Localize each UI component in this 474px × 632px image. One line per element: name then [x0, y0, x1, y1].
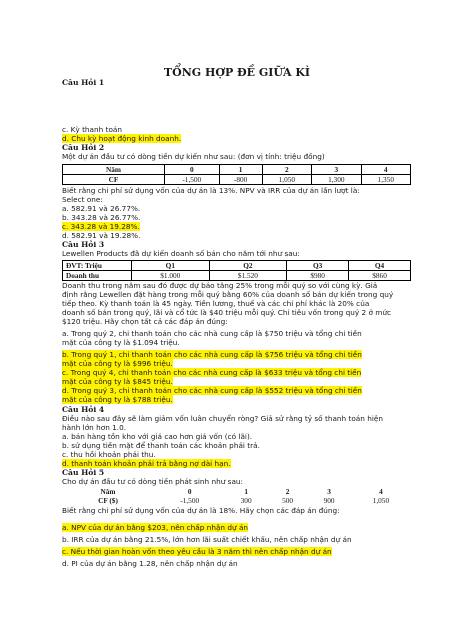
table-row — [63, 175, 411, 185]
table-cell: $1.000 — [132, 271, 210, 281]
table-row — [63, 271, 411, 281]
table-header-row — [62, 487, 412, 496]
q3-body-line: định rằng Lewellen đặt hàng trong mỗi quý bằng 60% của doanh số bán dự kiến trong quý — [62, 290, 394, 299]
page-title: TỔNG HỢP ĐỀ GIỮA KÌ — [163, 66, 311, 79]
table-header-cell: 2 — [262, 165, 311, 175]
q3-body-line: doanh số bán trong quý, lãi và cổ tức là $40 triệu mỗi quý. Chi tiêu vốn trong quý 2 ở mức — [62, 308, 392, 317]
table-cell: -1,500 — [165, 175, 220, 185]
question-2-heading: Câu Hỏi 2 — [62, 143, 105, 152]
table-header-row — [63, 165, 411, 175]
q5-option-d: d. PI của dự án bằng 1.28, nên chấp nhận dự án — [62, 559, 238, 568]
table-header-cell: 4 — [379, 487, 383, 496]
q3-option-b-highlighted-cont: mặt của công ty là $996 triệu. — [62, 359, 173, 368]
table-cell: -800 — [219, 175, 262, 185]
table-header-cell: Q2 — [209, 261, 287, 271]
table-header-row — [63, 261, 411, 271]
q5-stem: Cho dự án đầu tư có dòng tiền phát sinh như sau: — [62, 477, 243, 486]
table-cell: $980 — [287, 271, 349, 281]
table-header-cell: 0 — [165, 165, 220, 175]
question-5-heading: Câu Hỏi 5 — [62, 468, 105, 477]
table-header-cell: Q4 — [349, 261, 411, 271]
q5-question: Biết rằng chi phí sử dụng vốn của dự án là 18%. Hãy chọn các đáp án đúng: — [62, 506, 340, 515]
q3-body-line: $120 triệu. Hãy chọn tất cả các đáp án đúng: — [62, 317, 228, 326]
table-header-cell: 1 — [244, 487, 248, 496]
table-header-cell: 2 — [285, 487, 290, 496]
q2-stem: Một dự án đầu tư có dòng tiền dự kiến như sau: (đơn vị tính: triệu đồng) — [62, 152, 325, 161]
q2-select-one: Select one: — [62, 195, 103, 204]
q3-option-d-highlighted: d. Trong quý 3, chi thanh toán cho các nhà cung cấp là $552 triệu và tổng chi tiền — [62, 386, 362, 395]
q5-option-c-highlighted: c. Nếu thời gian hoàn vốn theo yêu cầu là 3 năm thì nên chấp nhận dự án — [62, 547, 332, 556]
q3-option-a-cont: mặt của công ty là $1.094 triệu. — [62, 338, 180, 347]
table-cell: 900 — [323, 496, 335, 505]
q3-option-d-highlighted-cont: mặt của công ty là $788 triệu. — [62, 395, 173, 404]
table-row — [62, 496, 412, 505]
q3-option-c-highlighted: c. Trong quý 4, chi thanh toán cho các nhà cung cấp là $633 triệu và tổng chi tiền — [62, 368, 362, 377]
q2-option-a: a. 582.91 và 26.77%. — [62, 204, 141, 213]
q3-body-line: Doanh thu trong năm sau đó được dự báo tăng 25% trong mỗi quý so với cùng kỳ. Giả — [62, 281, 378, 290]
table-cell: Doanh thu — [63, 271, 132, 281]
question-1-heading: Câu Hỏi 1 — [62, 78, 105, 87]
table-header-cell: 0 — [187, 487, 192, 496]
table-cell: 1,050 — [372, 496, 390, 505]
q1-option-c: c. Kỳ thanh toán — [62, 125, 123, 134]
q2-cashflow-table — [62, 164, 411, 185]
table-header-cell: 3 — [327, 487, 331, 496]
table-cell: 1,350 — [361, 175, 410, 185]
q5-option-b: b. IRR của dự án bằng 21.5%, lớn hơn lãi suất chiết khấu, nên chấp nhận dự án — [62, 535, 352, 544]
q4-option-d-highlighted: d. thanh toán khoản phải trả bằng nợ dài hạn. — [62, 459, 231, 468]
question-4-heading: Câu Hỏi 4 — [62, 405, 105, 414]
q3-body-line: tiếp theo. Kỳ thanh toán là 45 ngày. Tiền lương, thuế và các chi phí khác là 20% của — [62, 299, 370, 308]
q3-option-b-highlighted: b. Trong quý 1, chi thanh toán cho các nhà cung cấp là $756 triệu và tổng chi tiền — [62, 350, 362, 359]
table-header-cell: Năm — [63, 165, 165, 175]
table-cell: 1,300 — [312, 175, 361, 185]
table-cell: $860 — [349, 271, 411, 281]
table-cell: -1,500 — [180, 496, 200, 505]
table-cell: CF ($) — [98, 496, 118, 505]
q1-option-d-highlighted: d. Chu kỳ hoạt động kinh doanh. — [62, 134, 182, 143]
table-cell: 1,050 — [262, 175, 311, 185]
q4-stem: Điều nào sau đây sẽ làm giảm vốn luân chuyển ròng? Giả sử rằng tỷ số thanh toán hiện — [62, 414, 383, 423]
table-header-cell: ĐVT: Triệu — [63, 261, 132, 271]
table-header-cell: Năm — [100, 487, 116, 496]
table-cell: CF — [63, 175, 165, 185]
q3-option-c-highlighted-cont: mặt của công ty là $845 triệu. — [62, 377, 173, 386]
q3-stem: Lewellen Products đã dự kiến doanh số bán cho năm tới như sau: — [62, 249, 300, 258]
table-header-cell: 4 — [361, 165, 410, 175]
q4-option-c: c. thu hồi khoản phải thu. — [62, 450, 156, 459]
table-cell: $1.520 — [209, 271, 287, 281]
q5-cashflow-table — [62, 487, 412, 505]
q2-option-d: d. 582.91 và 19.28%. — [62, 231, 141, 240]
table-header-cell: 3 — [312, 165, 361, 175]
q3-sales-table — [62, 260, 411, 281]
table-header-cell: Q3 — [287, 261, 349, 271]
q2-question: Biết rằng chi phí sử dụng vốn của dự án là 13%. NPV và IRR của dự án lần lượt là: — [62, 186, 360, 195]
q2-option-b: b. 343.28 và 26.77%. — [62, 213, 141, 222]
q4-option-b: b. sử dụng tiền mặt để thanh toán các khoản phải trả. — [62, 441, 260, 450]
table-header-cell: Q1 — [132, 261, 210, 271]
table-cell: 500 — [282, 496, 294, 505]
question-3-heading: Câu Hỏi 3 — [62, 240, 105, 249]
table-cell: 300 — [240, 496, 252, 505]
q4-stem-cont: hành lớn hơn 1.0. — [62, 423, 127, 432]
q3-option-a: a. Trong quý 2, chi thanh toán cho các nhà cung cấp là $750 triệu và tổng chi tiền — [62, 329, 362, 338]
q5-option-a-highlighted: a. NPV của dự án bằng $203, nên chấp nhận dự án — [62, 523, 249, 532]
table-header-cell: 1 — [219, 165, 262, 175]
q4-option-a: a. bán hàng tồn kho với giá cao hơn giá vốn (có lãi). — [62, 432, 253, 441]
q2-option-c-highlighted: c. 343.28 và 19.28%. — [62, 222, 140, 231]
